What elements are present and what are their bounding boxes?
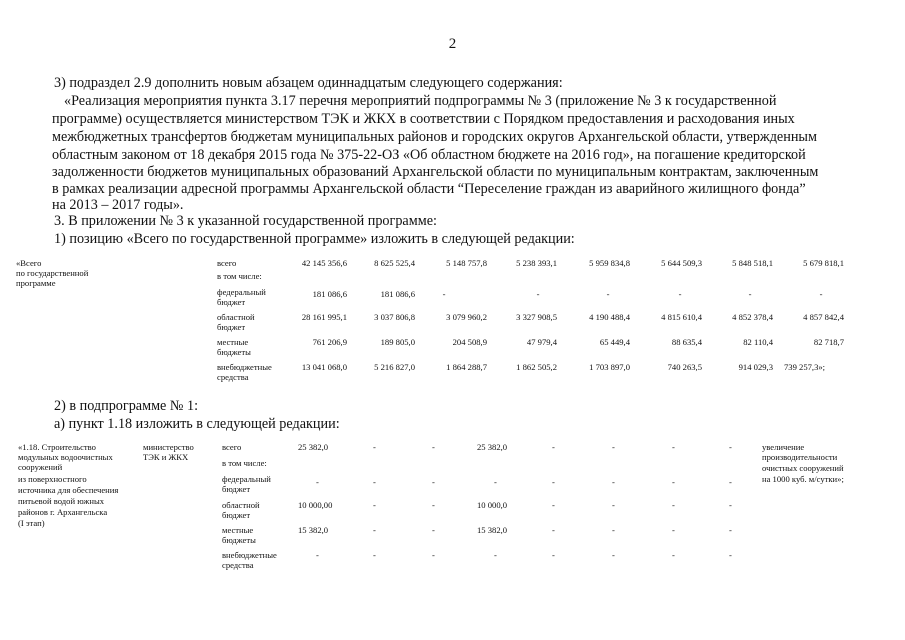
table2-row-label: бюджет [222, 510, 251, 520]
table2-result-line: на 1000 куб. м/сутки»; [762, 474, 844, 484]
table2-cell: - [729, 477, 732, 487]
table2-cell: 15 382,0 [477, 525, 508, 535]
table1-cell: - [442, 289, 446, 299]
table2-cell: 10 000,0 [477, 500, 508, 510]
table1-cell: 4 815 610,4 [661, 312, 702, 322]
table2-name-line: «1.18. Строительство [18, 442, 96, 452]
table2-cell: - [432, 500, 435, 510]
table1-cell: - [748, 289, 752, 299]
table1-cell: 740 263,5 [667, 362, 702, 372]
quote-line: областным законом от 18 декабря 2015 года № 375-22-ОЗ «Об областном бюджете на 2016 год», на погашение кредиторской [52, 147, 806, 163]
table2-cell: - [373, 500, 376, 510]
table1-cell: 13 041 068,0 [301, 362, 347, 372]
quote-line: задолженности бюджетов муниципальных образований Архангельской области по муниципальным контрактам, заключенным [52, 164, 819, 180]
table2-cell: - [316, 477, 319, 487]
table1-cell: 4 857 842,4 [803, 312, 844, 322]
table1-cell: 8 625 525,4 [374, 258, 415, 268]
table2-cell: - [552, 550, 555, 560]
table2-cell: 15 382,0 [298, 525, 329, 535]
table1-cell: 181 086,6 [312, 289, 347, 299]
table1-cell: 3 037 806,8 [374, 312, 415, 322]
table2-cell: - [432, 525, 435, 535]
table1-cell: 189 805,0 [380, 337, 415, 347]
table2-cell: - [672, 550, 675, 560]
table1-row-label: внебюджетные [217, 362, 272, 372]
table1-cell: 5 848 518,1 [732, 258, 773, 268]
table2-cell: - [729, 442, 732, 452]
table2-name-line: модульных водоочистных [18, 452, 113, 462]
table1-cell: 5 644 509,3 [661, 258, 702, 268]
table1-cell: 65 449,4 [599, 337, 630, 347]
table2-row-label: местные [222, 525, 254, 535]
table2-cell: - [612, 500, 615, 510]
table2-row-label: федеральный [222, 474, 271, 484]
table1-row-label: областной [217, 312, 255, 322]
table1-row-label: местные [217, 337, 249, 347]
table2-cell: - [373, 525, 376, 535]
table1-row-label: в том числе: [217, 271, 262, 281]
table2-cell: 10 000,00 [298, 500, 333, 510]
table1-cell: 5 216 827,0 [374, 362, 415, 372]
quote-line: межбюджетных трансфертов бюджетам муниципальных районов и городских округов Архангельской области, утвержденным [52, 129, 817, 145]
quote-line: «Реализация мероприятия пункта 3.17 перечня мероприятий подпрограммы № 3 (приложение № 3 к государственной [64, 93, 777, 109]
table1-cell: 1 864 288,7 [446, 362, 487, 372]
table1-cell: 914 029,3 [738, 362, 773, 372]
table1-cell: 4 190 488,4 [589, 312, 630, 322]
table1-cell: 5 959 834,8 [589, 258, 630, 268]
quote-line: в рамках реализации адресной программы Архангельской области “Переселение граждан из аварийного жилищного фонда” [52, 181, 806, 197]
table1-cell: 88 635,4 [671, 337, 702, 347]
table1-cell: - [606, 289, 610, 299]
table2-name-line: из поверхностного [18, 474, 87, 484]
section-3-heading: 3. В приложении № 3 к указанной государственной программе: [54, 213, 437, 229]
item3-intro: 3) подраздел 2.9 дополнить новым абзацем одиннадцатым следующего содержания: [54, 75, 563, 91]
table1-cell: 82 110,4 [743, 337, 773, 347]
table2-executor-line: министерство [143, 442, 194, 452]
table2-cell: - [552, 500, 555, 510]
table2-name-line: (I этап) [18, 518, 45, 528]
table2-name-line: источника для обеспечения [18, 485, 119, 495]
table1-row-label: бюджет [217, 297, 246, 307]
point-1: 1) позицию «Всего по государственной программе» изложить в следующей редакции: [54, 231, 575, 247]
table1-cell: - [819, 289, 823, 299]
table1-cell: 1 703 897,0 [589, 362, 630, 372]
table1-cell: 204 508,9 [452, 337, 487, 347]
table2-executor-line: ТЭК и ЖКХ [143, 452, 189, 462]
table2-name-line: сооружений [18, 462, 63, 472]
table2-row-label: всего [222, 442, 242, 452]
table2-row-label: областной [222, 500, 260, 510]
table2-cell: - [373, 442, 376, 452]
table2-cell: - [672, 525, 675, 535]
table1-cell: 47 979,4 [526, 337, 557, 347]
table1-cell: 761 206,9 [312, 337, 347, 347]
table1-cell: 739 257,3»; [784, 362, 826, 372]
table2-cell: - [612, 477, 615, 487]
table2-cell: - [672, 500, 675, 510]
table1-row-label: всего [217, 258, 237, 268]
table2-cell: - [729, 550, 732, 560]
table1-cell: 5 238 393,1 [516, 258, 557, 268]
table2-cell: - [432, 442, 435, 452]
table1-cell: 28 161 995,1 [301, 312, 347, 322]
table1-row-label: федеральный [217, 287, 266, 297]
point-a: а) пункт 1.18 изложить в следующей редакции: [54, 416, 340, 432]
table2-row-label: внебюджетные [222, 550, 277, 560]
quote-line: программе) осуществляется министерством ТЭК и ЖКХ в соответствии с Порядком предоставления и расходования иных [52, 111, 795, 127]
table1-row-label: бюджеты [217, 347, 251, 357]
table1-cell: - [536, 289, 540, 299]
table1-title-line: по государственной [16, 268, 89, 278]
table1-cell: 5 148 757,8 [446, 258, 487, 268]
table1-cell: 3 079 960,2 [446, 312, 487, 322]
table2-cell: - [552, 525, 555, 535]
table1-cell: - [678, 289, 682, 299]
table1-title-line: программе [16, 278, 56, 288]
table2-row-label: в том числе: [222, 458, 267, 468]
table1-cell: 1 862 505,2 [516, 362, 557, 372]
table2-row-label: средства [222, 560, 254, 570]
table2-cell: 25 382,0 [477, 442, 508, 452]
table2-cell: - [373, 550, 376, 560]
page-number: 2 [448, 36, 457, 52]
table2-cell: - [316, 550, 319, 560]
table2-cell: - [729, 525, 732, 535]
table1-cell: 82 718,7 [813, 337, 844, 347]
table1-cell: 42 145 356,6 [301, 258, 347, 268]
table2-row-label: бюджет [222, 484, 251, 494]
table1-cell: 3 327 908,5 [516, 312, 557, 322]
table2-result-line: очистных сооружений [762, 463, 844, 473]
table2-cell: - [432, 477, 435, 487]
table2-cell: - [612, 550, 615, 560]
table2-name-line: питьевой водой южных [18, 496, 105, 506]
table2-result-line: увеличение [762, 442, 805, 452]
table2-cell: - [729, 500, 732, 510]
table2-row-label: бюджеты [222, 535, 256, 545]
table2-result-line: производительности [762, 452, 838, 462]
table1-cell: 181 086,6 [380, 289, 415, 299]
table2-cell: - [612, 442, 615, 452]
table2-cell: - [552, 442, 555, 452]
table2-cell: 25 382,0 [298, 442, 329, 452]
point-2: 2) в подпрограмме № 1: [54, 398, 199, 414]
table2-cell: - [494, 550, 497, 560]
table2-cell: - [432, 550, 435, 560]
table2-name-line: районов г. Архангельска [18, 507, 108, 517]
table2-cell: - [612, 525, 615, 535]
table1-row-label: бюджет [217, 322, 246, 332]
table1-cell: 5 679 818,1 [803, 258, 844, 268]
table1-row-label: средства [217, 372, 249, 382]
table2-cell: - [494, 477, 497, 487]
table2-cell: - [672, 442, 675, 452]
table2-cell: - [373, 477, 376, 487]
table1-cell: 4 852 378,4 [732, 312, 773, 322]
table1-title-line: «Всего [16, 258, 42, 268]
quote-line: на 2013 – 2017 годы». [52, 197, 184, 213]
table2-cell: - [552, 477, 555, 487]
table2-cell: - [672, 477, 675, 487]
